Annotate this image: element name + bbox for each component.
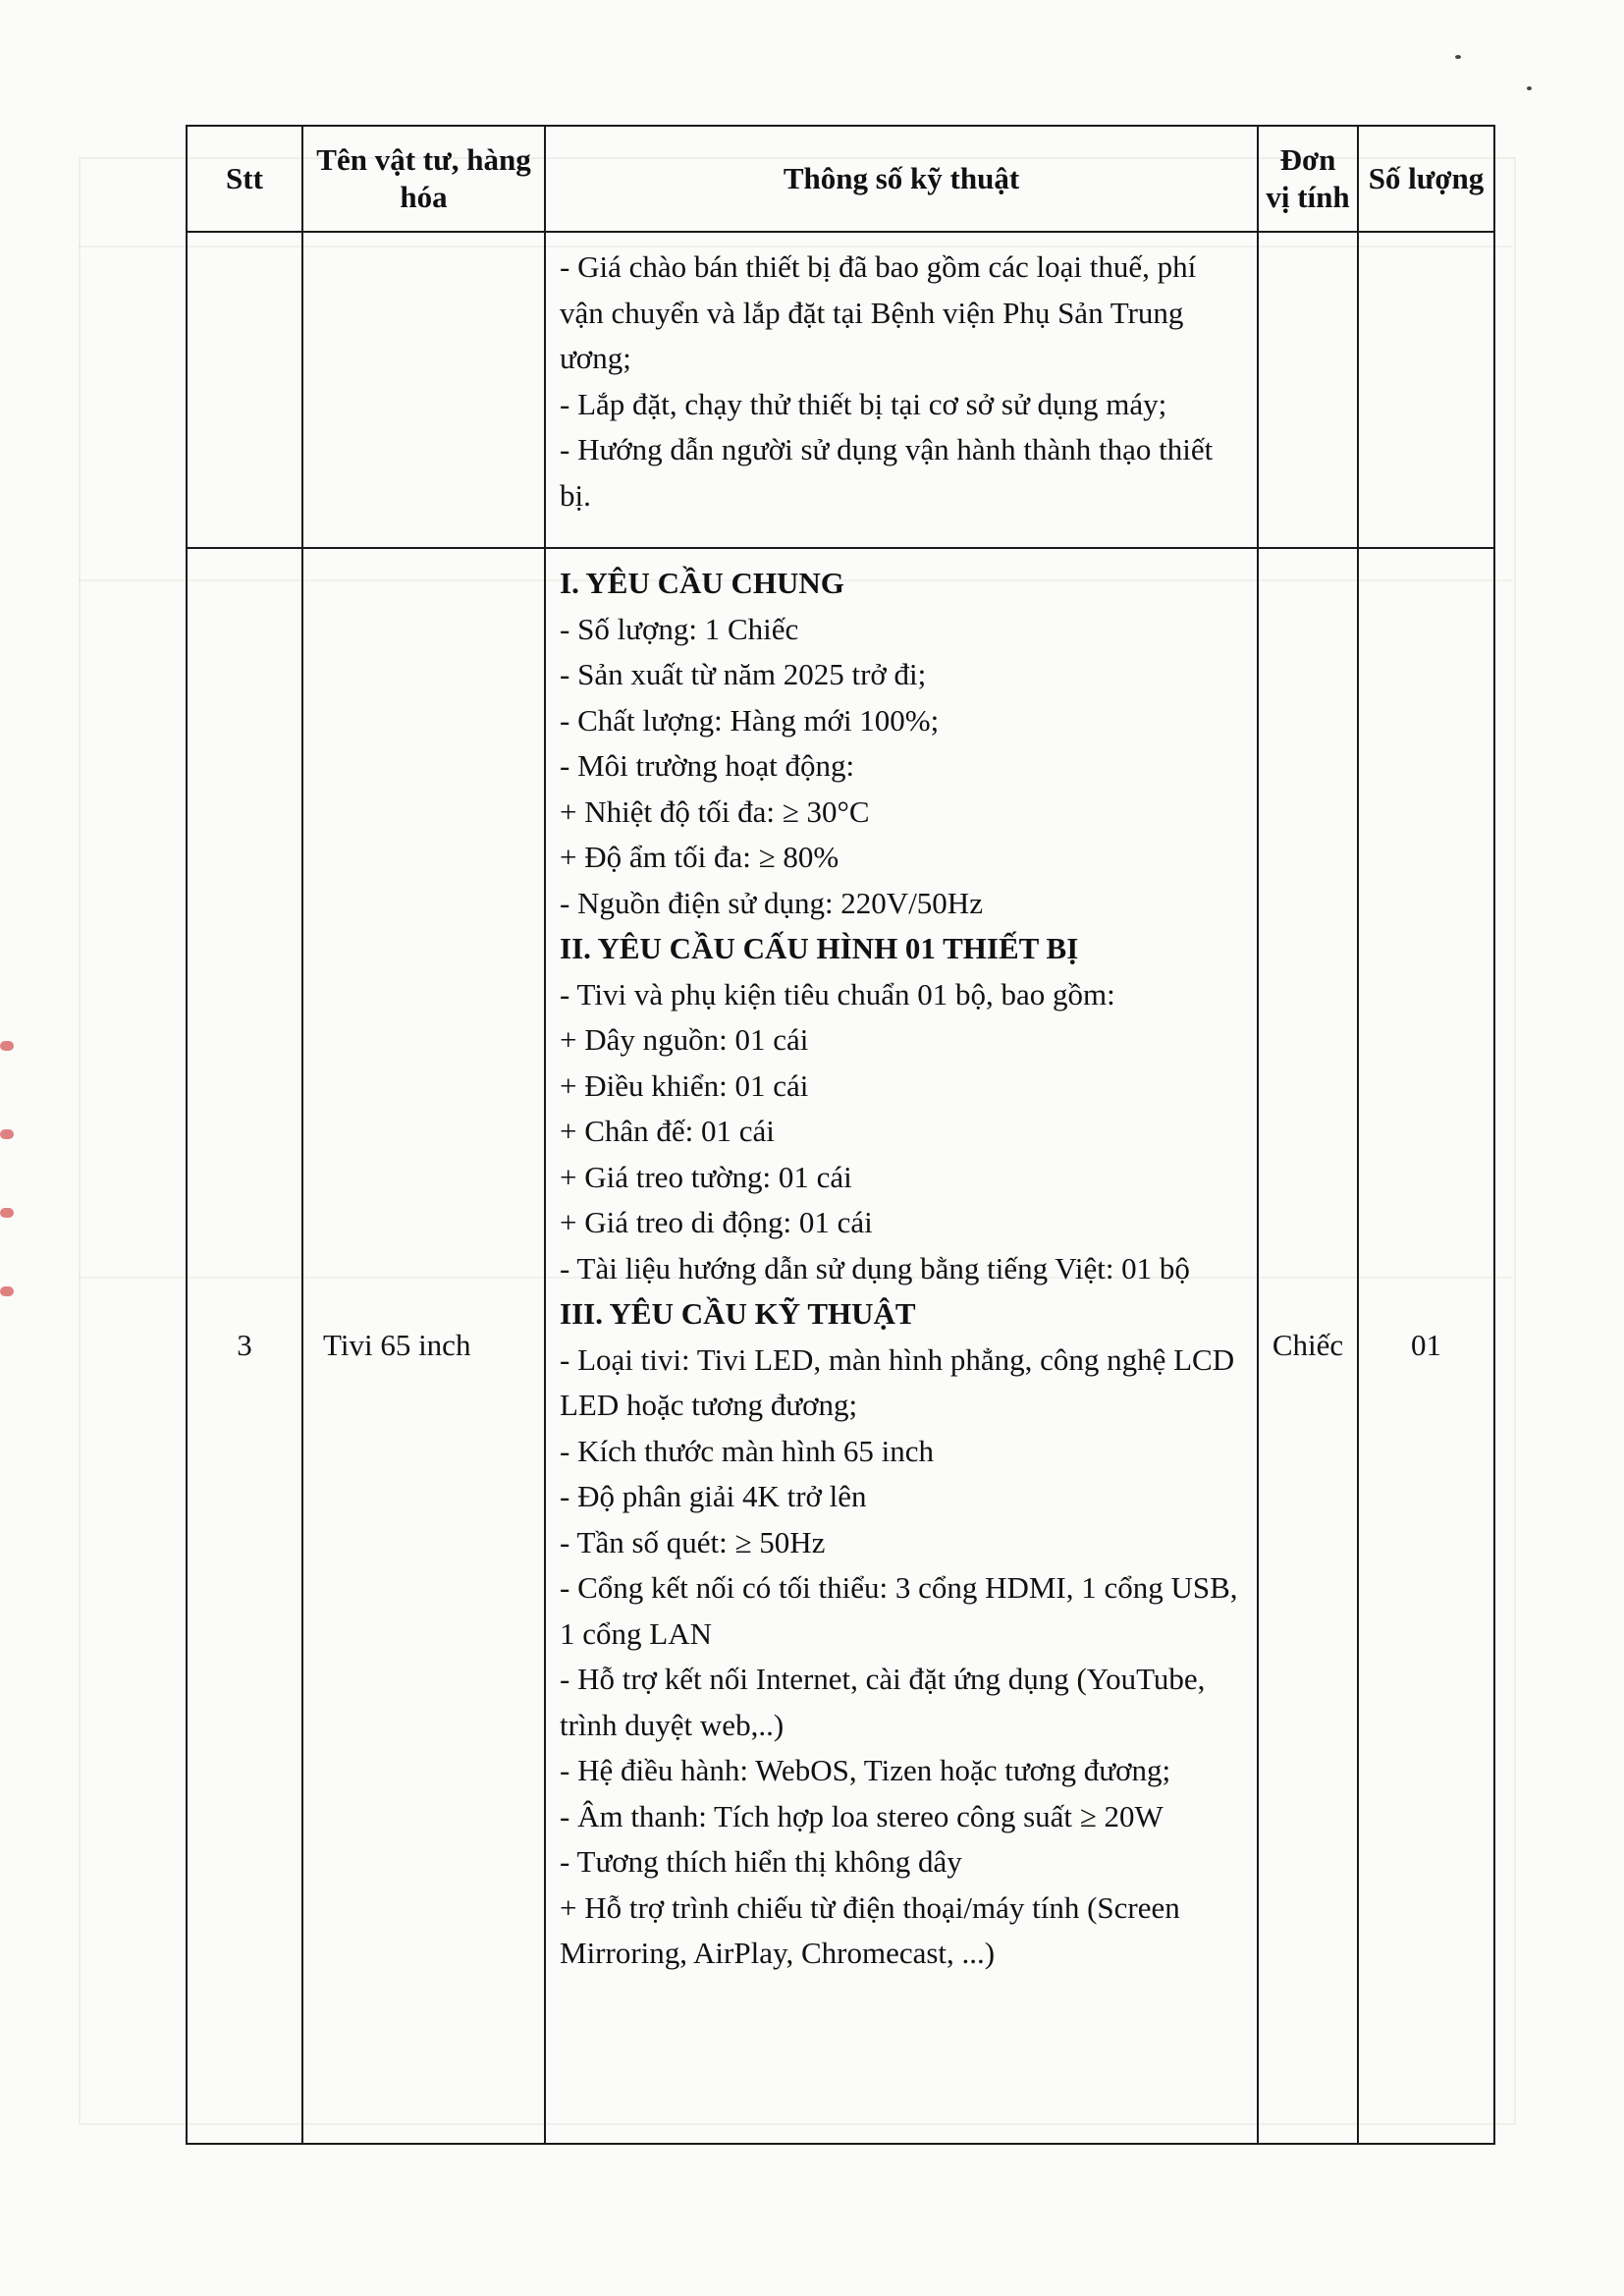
spec-line: - Tương thích hiển thị không dây (560, 1844, 962, 1879)
stamp-edge-mark (0, 1129, 14, 1139)
spec-line: - Môi trường hoạt động: (560, 748, 855, 783)
spec-line: - Kích thước màn hình 65 inch (560, 1433, 935, 1468)
item-unit: Chiếc (1258, 548, 1358, 2144)
header-item-name: Tên vật tư, hàng hóa (302, 126, 545, 232)
spec-line: - Cổng kết nối có tối thiểu: 3 cổng HDMI, 1 cổng USB, 1 cổng LAN (560, 1570, 1238, 1651)
table-row (187, 548, 1494, 2144)
spec-line: - Hướng dẫn người sử dụng vận hành thành thạo thiết bị. (560, 432, 1214, 513)
header-specification: Thông số kỹ thuật (545, 126, 1258, 232)
spec-lines (560, 561, 1243, 1977)
spec-line: + Dây nguồn: 01 cái (560, 1022, 809, 1057)
spec-line: - Giá chào bán thiết bị đã bao gồm các loại thuế, phí vận chuyển và lắp đặt tại Bệnh viện Phụ Sản Trung ương; (560, 249, 1197, 375)
spec-section-heading: I. YÊU CẦU CHUNG (560, 566, 844, 600)
continuation-unit-cell (1258, 232, 1358, 548)
spec-line: - Tài liệu hướng dẫn sử dụng bằng tiếng Việt: 01 bộ (560, 1250, 1190, 1285)
stamp-edge-mark (0, 1286, 14, 1296)
spec-line: - Chất lượng: Hàng mới 100%; (560, 702, 940, 738)
spec-line: + Giá treo di động: 01 cái (560, 1205, 873, 1239)
spec-line: - Nguồn điện sử dụng: 220V/50Hz (560, 885, 983, 920)
spec-section-heading: III. YÊU CẦU KỸ THUẬT (560, 1296, 916, 1331)
spec-line: - Loại tivi: Tivi LED, màn hình phẳng, công nghệ LCD LED hoặc tương đương; (560, 1341, 1235, 1422)
table-header-row (187, 126, 1494, 232)
scan-speck (1527, 86, 1532, 90)
spec-line: - Số lượng: 1 Chiếc (560, 611, 799, 646)
spec-section-heading: II. YÊU CẦU CẤU HÌNH 01 THIẾT BỊ (560, 931, 1079, 965)
header-quantity: Số lượng (1358, 126, 1494, 232)
spec-line: - Lắp đặt, chạy thử thiết bị tại cơ sở sử dụng máy; (560, 386, 1167, 421)
spec-line: - Hỗ trợ kết nối Internet, cài đặt ứng dụng (YouTube, trình duyệt web,..) (560, 1662, 1206, 1742)
continuation-name-cell (302, 232, 545, 548)
scan-speck (1455, 55, 1461, 59)
item-stt: 3 (187, 548, 302, 2144)
continuation-spec-cell (545, 232, 1258, 548)
spec-line: - Tần số quét: ≥ 50Hz (560, 1524, 826, 1559)
continuation-stt-cell (187, 232, 302, 548)
continuation-row (187, 232, 1494, 548)
spec-line: - Âm thanh: Tích hợp loa stereo công suất ≥ 20W (560, 1798, 1164, 1833)
spec-line: - Tivi và phụ kiện tiêu chuẩn 01 bộ, bao gồm: (560, 976, 1115, 1011)
spec-line: + Giá treo tường: 01 cái (560, 1159, 852, 1194)
stamp-edge-mark (0, 1208, 14, 1218)
item-name: Tivi 65 inch (302, 548, 545, 2144)
item-quantity: 01 (1358, 548, 1494, 2144)
spec-line: + Nhiệt độ tối đa: ≥ 30°C (560, 793, 870, 829)
spec-line: + Hỗ trợ trình chiếu từ điện thoại/máy tính (Screen Mirroring, AirPlay, Chromecast, ...) (560, 1889, 1180, 1970)
spec-line: - Hệ điều hành: WebOS, Tizen hoặc tương đương; (560, 1753, 1171, 1787)
continuation-qty-cell (1358, 232, 1494, 548)
specification-table (186, 125, 1495, 2145)
header-stt: Stt (187, 126, 302, 232)
spec-line: - Độ phân giải 4K trở lên (560, 1479, 867, 1513)
stamp-edge-mark (0, 1041, 14, 1051)
spec-line: + Điều khiển: 01 cái (560, 1067, 809, 1103)
spec-line: + Độ ẩm tối đa: ≥ 80% (560, 840, 839, 874)
spec-line: - Sản xuất từ năm 2025 trở đi; (560, 657, 927, 691)
item-spec-cell (545, 548, 1258, 2144)
header-unit: Đơn vị tính (1258, 126, 1358, 232)
spec-line: + Chân đế: 01 cái (560, 1114, 775, 1148)
